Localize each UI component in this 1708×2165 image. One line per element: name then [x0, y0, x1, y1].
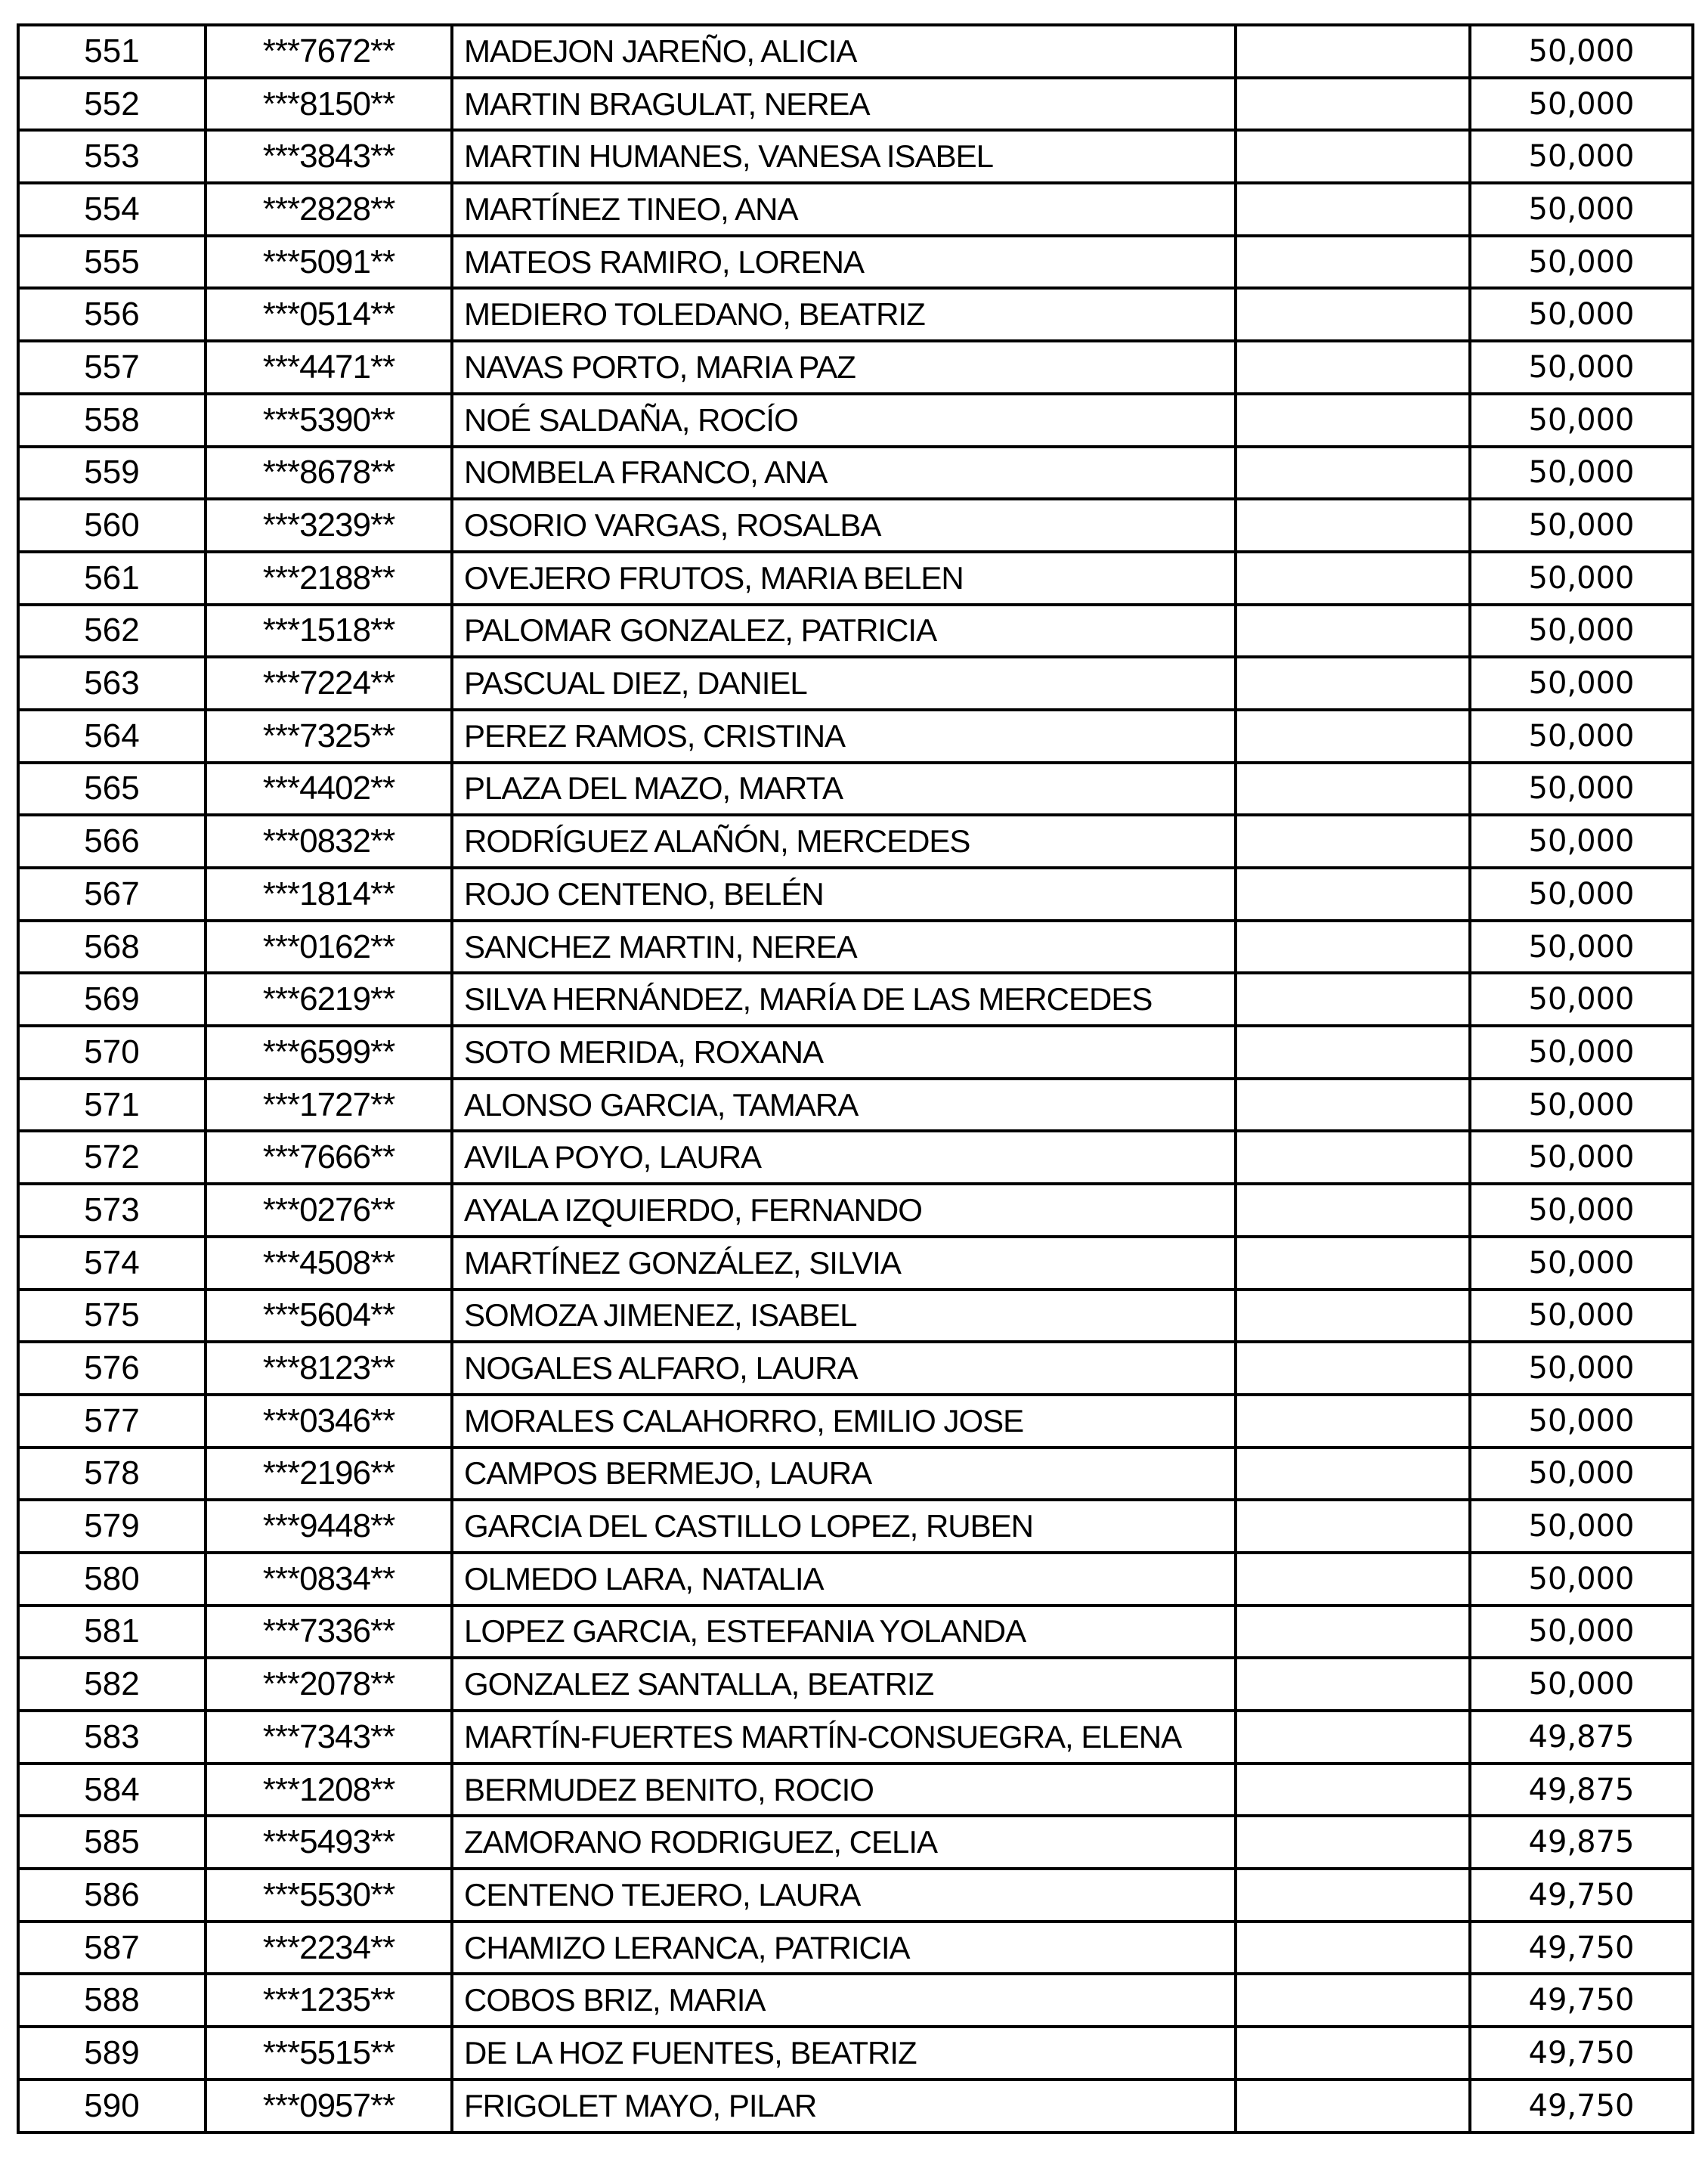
cell-rank: 576: [18, 1342, 206, 1395]
cell-empty: [1236, 394, 1470, 447]
cell-masked-id: ***2196**: [206, 1448, 452, 1501]
cell-masked-id: ***6219**: [206, 973, 452, 1026]
cell-name: PEREZ RAMOS, CRISTINA: [452, 710, 1236, 763]
cell-name: PASCUAL DIEZ, DANIEL: [452, 657, 1236, 710]
cell-amount: 50,000: [1470, 78, 1693, 131]
cell-rank: 573: [18, 1184, 206, 1237]
cell-empty: [1236, 288, 1470, 341]
table-row: [18, 78, 1693, 131]
cell-amount: 49,875: [1470, 1816, 1693, 1869]
table-row: [18, 657, 1693, 710]
cell-masked-id: ***0346**: [206, 1395, 452, 1448]
cell-name: BERMUDEZ BENITO, ROCIO: [452, 1764, 1236, 1817]
cell-rank: 586: [18, 1869, 206, 1922]
cell-rank: 553: [18, 130, 206, 183]
table-row: [18, 1500, 1693, 1553]
cell-name: MATEOS RAMIRO, LORENA: [452, 236, 1236, 289]
table-row: [18, 1448, 1693, 1501]
cell-name: MADEJON JAREÑO, ALICIA: [452, 25, 1236, 78]
cell-name: GARCIA DEL CASTILLO LOPEZ, RUBEN: [452, 1500, 1236, 1553]
table-row: [18, 288, 1693, 341]
table-row: [18, 2080, 1693, 2132]
cell-name: ALONSO GARCIA, TAMARA: [452, 1079, 1236, 1132]
cell-empty: [1236, 605, 1470, 658]
table-row: [18, 1658, 1693, 1711]
cell-name: NOGALES ALFARO, LAURA: [452, 1342, 1236, 1395]
cell-name: FRIGOLET MAYO, PILAR: [452, 2080, 1236, 2132]
cell-empty: [1236, 868, 1470, 921]
cell-empty: [1236, 25, 1470, 78]
cell-rank: 575: [18, 1290, 206, 1343]
cell-empty: [1236, 1026, 1470, 1079]
table-row: [18, 394, 1693, 447]
cell-masked-id: ***7325**: [206, 710, 452, 763]
cell-masked-id: ***2078**: [206, 1658, 452, 1711]
results-table-body: [18, 25, 1693, 2132]
cell-name: AYALA IZQUIERDO, FERNANDO: [452, 1184, 1236, 1237]
cell-empty: [1236, 1711, 1470, 1764]
cell-name: ROJO CENTENO, BELÉN: [452, 868, 1236, 921]
cell-rank: 566: [18, 815, 206, 868]
cell-rank: 551: [18, 25, 206, 78]
cell-masked-id: ***0162**: [206, 921, 452, 974]
cell-masked-id: ***5493**: [206, 1816, 452, 1869]
cell-name: MARTÍNEZ GONZÁLEZ, SILVIA: [452, 1237, 1236, 1290]
cell-rank: 571: [18, 1079, 206, 1132]
cell-amount: 50,000: [1470, 499, 1693, 552]
table-row: [18, 1079, 1693, 1132]
cell-empty: [1236, 2027, 1470, 2080]
cell-name: LOPEZ GARCIA, ESTEFANIA YOLANDA: [452, 1606, 1236, 1659]
cell-masked-id: ***7672**: [206, 25, 452, 78]
table-row: [18, 1237, 1693, 1290]
table-row: [18, 2027, 1693, 2080]
cell-amount: 50,000: [1470, 236, 1693, 289]
table-row: [18, 1869, 1693, 1922]
cell-masked-id: ***7336**: [206, 1606, 452, 1659]
cell-name: NOMBELA FRANCO, ANA: [452, 447, 1236, 500]
cell-masked-id: ***8678**: [206, 447, 452, 500]
cell-masked-id: ***5390**: [206, 394, 452, 447]
cell-rank: 552: [18, 78, 206, 131]
cell-amount: 50,000: [1470, 288, 1693, 341]
cell-name: CENTENO TEJERO, LAURA: [452, 1869, 1236, 1922]
cell-rank: 562: [18, 605, 206, 658]
table-row: [18, 499, 1693, 552]
cell-name: NOÉ SALDAÑA, ROCÍO: [452, 394, 1236, 447]
cell-masked-id: ***0832**: [206, 815, 452, 868]
cell-masked-id: ***8123**: [206, 1342, 452, 1395]
cell-amount: 50,000: [1470, 815, 1693, 868]
cell-rank: 587: [18, 1922, 206, 1975]
cell-masked-id: ***3239**: [206, 499, 452, 552]
cell-rank: 556: [18, 288, 206, 341]
cell-amount: 49,750: [1470, 1974, 1693, 2027]
table-row: [18, 25, 1693, 78]
cell-rank: 567: [18, 868, 206, 921]
table-row: [18, 763, 1693, 816]
cell-name: PLAZA DEL MAZO, MARTA: [452, 763, 1236, 816]
cell-masked-id: ***2188**: [206, 552, 452, 605]
cell-name: ZAMORANO RODRIGUEZ, CELIA: [452, 1816, 1236, 1869]
cell-name: OLMEDO LARA, NATALIA: [452, 1553, 1236, 1606]
cell-empty: [1236, 1395, 1470, 1448]
table-row: [18, 868, 1693, 921]
table-row: [18, 552, 1693, 605]
cell-masked-id: ***1208**: [206, 1764, 452, 1817]
cell-amount: 50,000: [1470, 341, 1693, 394]
cell-amount: 50,000: [1470, 130, 1693, 183]
table-row: [18, 1026, 1693, 1079]
cell-masked-id: ***7224**: [206, 657, 452, 710]
cell-rank: 589: [18, 2027, 206, 2080]
cell-amount: 50,000: [1470, 763, 1693, 816]
cell-empty: [1236, 1131, 1470, 1184]
cell-masked-id: ***3843**: [206, 130, 452, 183]
cell-amount: 50,000: [1470, 973, 1693, 1026]
cell-name: GONZALEZ SANTALLA, BEATRIZ: [452, 1658, 1236, 1711]
table-row: [18, 1711, 1693, 1764]
table-row: [18, 1816, 1693, 1869]
cell-masked-id: ***1727**: [206, 1079, 452, 1132]
cell-empty: [1236, 1606, 1470, 1659]
table-row: [18, 1290, 1693, 1343]
cell-empty: [1236, 1342, 1470, 1395]
cell-amount: 49,875: [1470, 1764, 1693, 1817]
cell-rank: 577: [18, 1395, 206, 1448]
cell-amount: 50,000: [1470, 1079, 1693, 1132]
cell-empty: [1236, 815, 1470, 868]
cell-name: MORALES CALAHORRO, EMILIO JOSE: [452, 1395, 1236, 1448]
cell-name: OVEJERO FRUTOS, MARIA BELEN: [452, 552, 1236, 605]
cell-empty: [1236, 236, 1470, 289]
cell-name: SOMOZA JIMENEZ, ISABEL: [452, 1290, 1236, 1343]
table-row: [18, 1184, 1693, 1237]
cell-rank: 572: [18, 1131, 206, 1184]
cell-masked-id: ***1235**: [206, 1974, 452, 2027]
cell-amount: 50,000: [1470, 605, 1693, 658]
cell-name: SOTO MERIDA, ROXANA: [452, 1026, 1236, 1079]
cell-empty: [1236, 921, 1470, 974]
cell-name: OSORIO VARGAS, ROSALBA: [452, 499, 1236, 552]
cell-amount: 50,000: [1470, 1237, 1693, 1290]
cell-rank: 581: [18, 1606, 206, 1659]
cell-masked-id: ***5515**: [206, 2027, 452, 2080]
cell-name: RODRÍGUEZ ALAÑÓN, MERCEDES: [452, 815, 1236, 868]
cell-masked-id: ***8150**: [206, 78, 452, 131]
cell-empty: [1236, 1974, 1470, 2027]
cell-name: SANCHEZ MARTIN, NEREA: [452, 921, 1236, 974]
cell-name: SILVA HERNÁNDEZ, MARÍA DE LAS MERCEDES: [452, 973, 1236, 1026]
cell-rank: 580: [18, 1553, 206, 1606]
cell-amount: 50,000: [1470, 552, 1693, 605]
cell-masked-id: ***4402**: [206, 763, 452, 816]
cell-name: PALOMAR GONZALEZ, PATRICIA: [452, 605, 1236, 658]
cell-amount: 50,000: [1470, 447, 1693, 500]
cell-amount: 50,000: [1470, 1342, 1693, 1395]
cell-rank: 569: [18, 973, 206, 1026]
cell-amount: 50,000: [1470, 1026, 1693, 1079]
cell-amount: 50,000: [1470, 1658, 1693, 1711]
cell-amount: 50,000: [1470, 183, 1693, 236]
cell-amount: 50,000: [1470, 1606, 1693, 1659]
cell-amount: 50,000: [1470, 1395, 1693, 1448]
cell-rank: 554: [18, 183, 206, 236]
table-row: [18, 1553, 1693, 1606]
cell-masked-id: ***0957**: [206, 2080, 452, 2132]
cell-masked-id: ***4471**: [206, 341, 452, 394]
cell-name: NAVAS PORTO, MARIA PAZ: [452, 341, 1236, 394]
cell-masked-id: ***0834**: [206, 1553, 452, 1606]
cell-masked-id: ***6599**: [206, 1026, 452, 1079]
table-row: [18, 236, 1693, 289]
table-row: [18, 1131, 1693, 1184]
cell-amount: 49,875: [1470, 1711, 1693, 1764]
cell-masked-id: ***0276**: [206, 1184, 452, 1237]
cell-masked-id: ***2234**: [206, 1922, 452, 1975]
cell-empty: [1236, 1079, 1470, 1132]
cell-rank: 559: [18, 447, 206, 500]
cell-rank: 561: [18, 552, 206, 605]
cell-rank: 579: [18, 1500, 206, 1553]
cell-amount: 50,000: [1470, 1553, 1693, 1606]
cell-amount: 50,000: [1470, 710, 1693, 763]
cell-name: CAMPOS BERMEJO, LAURA: [452, 1448, 1236, 1501]
cell-empty: [1236, 1237, 1470, 1290]
cell-rank: 585: [18, 1816, 206, 1869]
cell-masked-id: ***7343**: [206, 1711, 452, 1764]
cell-empty: [1236, 499, 1470, 552]
table-row: [18, 130, 1693, 183]
cell-amount: 50,000: [1470, 1500, 1693, 1553]
cell-masked-id: ***1814**: [206, 868, 452, 921]
results-table: [17, 23, 1694, 2134]
cell-amount: 50,000: [1470, 1290, 1693, 1343]
table-row: [18, 1395, 1693, 1448]
cell-amount: 50,000: [1470, 394, 1693, 447]
table-row: [18, 605, 1693, 658]
table-row: [18, 815, 1693, 868]
cell-rank: 560: [18, 499, 206, 552]
cell-empty: [1236, 183, 1470, 236]
cell-empty: [1236, 1816, 1470, 1869]
cell-empty: [1236, 2080, 1470, 2132]
cell-amount: 50,000: [1470, 1131, 1693, 1184]
cell-rank: 555: [18, 236, 206, 289]
cell-rank: 570: [18, 1026, 206, 1079]
cell-amount: 50,000: [1470, 921, 1693, 974]
cell-masked-id: ***0514**: [206, 288, 452, 341]
cell-amount: 49,750: [1470, 2027, 1693, 2080]
cell-masked-id: ***2828**: [206, 183, 452, 236]
cell-rank: 588: [18, 1974, 206, 2027]
table-row: [18, 921, 1693, 974]
table-row: [18, 1974, 1693, 2027]
cell-name: DE LA HOZ FUENTES, BEATRIZ: [452, 2027, 1236, 2080]
cell-rank: 565: [18, 763, 206, 816]
cell-rank: 582: [18, 1658, 206, 1711]
table-row: [18, 341, 1693, 394]
cell-rank: 568: [18, 921, 206, 974]
cell-masked-id: ***5091**: [206, 236, 452, 289]
cell-masked-id: ***4508**: [206, 1237, 452, 1290]
cell-empty: [1236, 78, 1470, 131]
cell-amount: 50,000: [1470, 25, 1693, 78]
cell-amount: 49,750: [1470, 1922, 1693, 1975]
cell-masked-id: ***5530**: [206, 1869, 452, 1922]
cell-rank: 558: [18, 394, 206, 447]
table-row: [18, 973, 1693, 1026]
table-row: [18, 1922, 1693, 1975]
cell-rank: 563: [18, 657, 206, 710]
table-row: [18, 710, 1693, 763]
cell-empty: [1236, 1764, 1470, 1817]
table-row: [18, 447, 1693, 500]
cell-masked-id: ***9448**: [206, 1500, 452, 1553]
cell-masked-id: ***5604**: [206, 1290, 452, 1343]
cell-empty: [1236, 1290, 1470, 1343]
table-row: [18, 183, 1693, 236]
cell-empty: [1236, 710, 1470, 763]
cell-amount: 49,750: [1470, 2080, 1693, 2132]
cell-empty: [1236, 1448, 1470, 1501]
cell-empty: [1236, 1658, 1470, 1711]
cell-empty: [1236, 657, 1470, 710]
cell-name: MARTÍNEZ TINEO, ANA: [452, 183, 1236, 236]
cell-empty: [1236, 1184, 1470, 1237]
cell-name: MARTIN BRAGULAT, NEREA: [452, 78, 1236, 131]
cell-empty: [1236, 763, 1470, 816]
cell-amount: 50,000: [1470, 1184, 1693, 1237]
cell-rank: 557: [18, 341, 206, 394]
cell-name: MARTÍN-FUERTES MARTÍN-CONSUEGRA, ELENA: [452, 1711, 1236, 1764]
cell-rank: 574: [18, 1237, 206, 1290]
cell-amount: 50,000: [1470, 1448, 1693, 1501]
cell-empty: [1236, 1869, 1470, 1922]
cell-empty: [1236, 1553, 1470, 1606]
cell-empty: [1236, 1922, 1470, 1975]
cell-rank: 578: [18, 1448, 206, 1501]
cell-masked-id: ***1518**: [206, 605, 452, 658]
cell-name: COBOS BRIZ, MARIA: [452, 1974, 1236, 2027]
cell-name: MARTIN HUMANES, VANESA ISABEL: [452, 130, 1236, 183]
cell-empty: [1236, 341, 1470, 394]
cell-rank: 583: [18, 1711, 206, 1764]
cell-amount: 49,750: [1470, 1869, 1693, 1922]
table-row: [18, 1342, 1693, 1395]
cell-empty: [1236, 973, 1470, 1026]
cell-empty: [1236, 552, 1470, 605]
cell-empty: [1236, 1500, 1470, 1553]
table-row: [18, 1764, 1693, 1817]
cell-name: AVILA POYO, LAURA: [452, 1131, 1236, 1184]
table-row: [18, 1606, 1693, 1659]
cell-masked-id: ***7666**: [206, 1131, 452, 1184]
cell-rank: 564: [18, 710, 206, 763]
cell-rank: 584: [18, 1764, 206, 1817]
cell-name: MEDIERO TOLEDANO, BEATRIZ: [452, 288, 1236, 341]
cell-rank: 590: [18, 2080, 206, 2132]
cell-amount: 50,000: [1470, 868, 1693, 921]
cell-empty: [1236, 130, 1470, 183]
cell-name: CHAMIZO LERANCA, PATRICIA: [452, 1922, 1236, 1975]
cell-amount: 50,000: [1470, 657, 1693, 710]
cell-empty: [1236, 447, 1470, 500]
